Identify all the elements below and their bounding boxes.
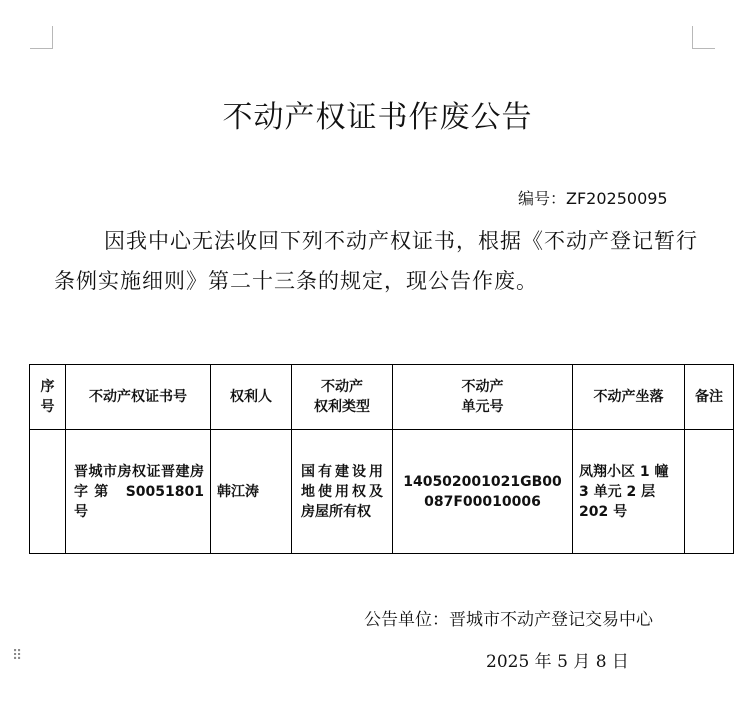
crop-mark-top-right (692, 26, 715, 49)
header-seq: 序号 (30, 365, 66, 430)
header-cert-no: 不动产权证书号 (66, 365, 211, 430)
header-unit-no-line2: 单元号 (461, 399, 504, 415)
header-unit-no-line1: 不动产 (461, 379, 504, 395)
cell-remarks (685, 430, 734, 554)
header-holder: 权利人 (211, 365, 292, 430)
header-right-type-line1: 不动产 (321, 379, 363, 395)
issuing-unit: 公告单位：晋城市不动产登记交易中心 (364, 610, 653, 630)
certificate-table (29, 364, 734, 554)
cell-cert-no: 晋城市房权证晋建房字第 S0051801 号 (66, 430, 211, 554)
header-unit-no (393, 365, 573, 430)
cell-seq (30, 430, 66, 554)
header-location: 不动产坐落 (573, 365, 685, 430)
document-title: 不动产权证书作废公告 (222, 100, 533, 135)
drag-handle-icon[interactable]: ⠿ (12, 648, 23, 664)
header-right-type-line2: 权利类型 (314, 399, 370, 415)
cell-location: 凤翔小区 1 幢 3 单元 2 层 202 号 (573, 430, 685, 554)
announcement-date: 2025 年 5 月 8 日 (486, 652, 629, 672)
document-number: 编号：ZF20250095 (518, 189, 668, 208)
table-header-row (30, 365, 734, 430)
announcement-body: 因我中心无法收回下列不动产权证书，根据《不动产登记暂行条例实施细则》第二十三条的规定，现公告作废。 (54, 229, 698, 293)
cell-unit-no: 140502001021GB00087F00010006 (393, 430, 573, 554)
table-row (30, 430, 734, 554)
header-right-type (292, 365, 393, 430)
cell-holder: 韩江涛 (211, 430, 292, 554)
cell-right-type: 国有建设用地使用权及房屋所有权 (292, 430, 393, 554)
crop-mark-top-left (30, 26, 53, 49)
header-remarks: 备注 (685, 365, 734, 430)
